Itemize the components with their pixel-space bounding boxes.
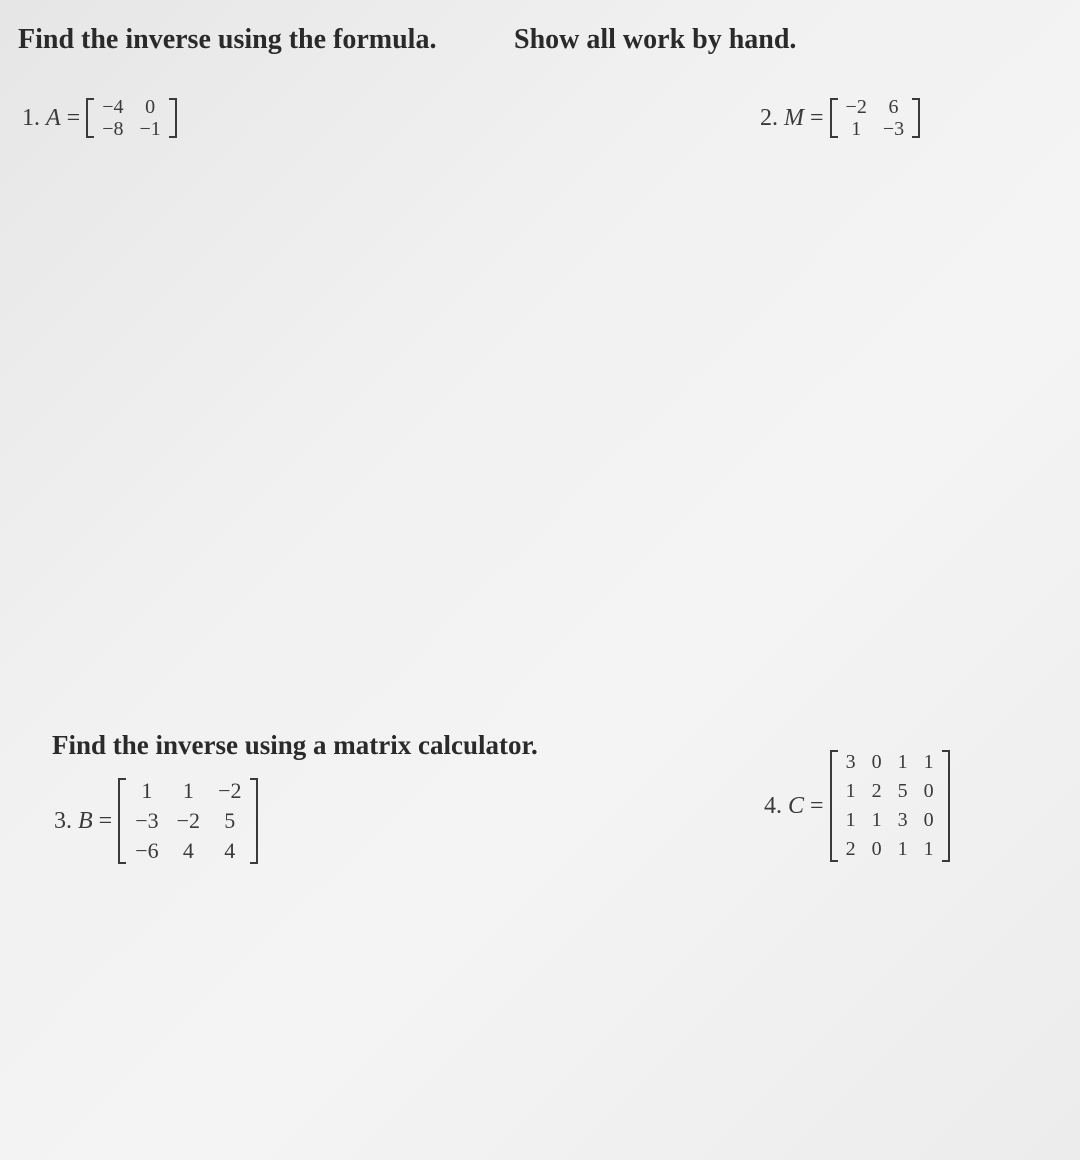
- matrix-cell: 6: [888, 96, 899, 118]
- matrix-cell: 1: [923, 838, 934, 860]
- matrix-cell: 2: [845, 838, 856, 860]
- matrix-cell: −1: [139, 118, 161, 140]
- matrix-cell: −4: [102, 96, 124, 118]
- matrix-cell: 1: [871, 809, 882, 831]
- matrix-cell: 3: [845, 751, 856, 773]
- matrix-cell: −2: [176, 808, 201, 833]
- matrix-cell: 2: [871, 780, 882, 802]
- matrix-cell: 0: [871, 751, 882, 773]
- matrix-cell: −2: [845, 96, 867, 118]
- problem-number: 4.: [764, 792, 782, 819]
- matrix-cell: 1: [141, 778, 153, 803]
- equals-sign: =: [810, 792, 824, 819]
- matrix-cell: 0: [923, 809, 934, 831]
- problem-number: 2.: [760, 104, 778, 131]
- heading-show-work: Show all work by hand.: [514, 24, 797, 55]
- matrix-cell: 0: [145, 96, 156, 118]
- matrix-c: [830, 748, 950, 864]
- problem-number: 3.: [54, 807, 72, 834]
- matrix-variable: M: [784, 104, 804, 131]
- heading-formula: Find the inverse using the formula.: [18, 24, 437, 55]
- problem-2: [760, 96, 920, 140]
- problem-1: [22, 96, 177, 140]
- matrix-cell: 0: [871, 838, 882, 860]
- matrix-cell: 1: [845, 809, 856, 831]
- matrix-cell: 4: [182, 838, 194, 863]
- matrix-cell: −3: [135, 808, 159, 833]
- problem-4: [764, 748, 950, 864]
- equals-sign: =: [98, 807, 113, 834]
- equals-sign: =: [810, 104, 824, 131]
- matrix-cell: −6: [135, 838, 159, 863]
- matrix-variable: C: [788, 792, 805, 819]
- problem-3: [54, 776, 258, 866]
- problem-number: 1.: [22, 104, 40, 131]
- matrix-cell: 1: [923, 751, 934, 773]
- heading-calculator: Find the inverse using a matrix calculator.: [52, 730, 538, 760]
- matrix-variable: A: [46, 104, 61, 131]
- matrix-cell: 1: [845, 780, 856, 802]
- matrix-m: [830, 96, 921, 140]
- matrix-a: [86, 96, 177, 140]
- equals-sign: =: [66, 104, 81, 131]
- matrix-variable: B: [78, 807, 93, 834]
- matrix-cell: 1: [182, 778, 194, 803]
- matrix-cell: 5: [897, 780, 908, 802]
- matrix-cell: −8: [102, 118, 124, 140]
- matrix-cell: 5: [224, 808, 236, 833]
- matrix-cell: 1: [897, 751, 908, 773]
- matrix-cell: 3: [897, 809, 908, 831]
- matrix-cell: −2: [218, 778, 242, 803]
- matrix-b: [118, 776, 258, 866]
- matrix-cell: 1: [897, 838, 908, 860]
- matrix-cell: 0: [923, 780, 934, 802]
- matrix-cell: 1: [851, 118, 862, 140]
- matrix-cell: 4: [224, 838, 236, 863]
- matrix-cell: −3: [882, 118, 905, 140]
